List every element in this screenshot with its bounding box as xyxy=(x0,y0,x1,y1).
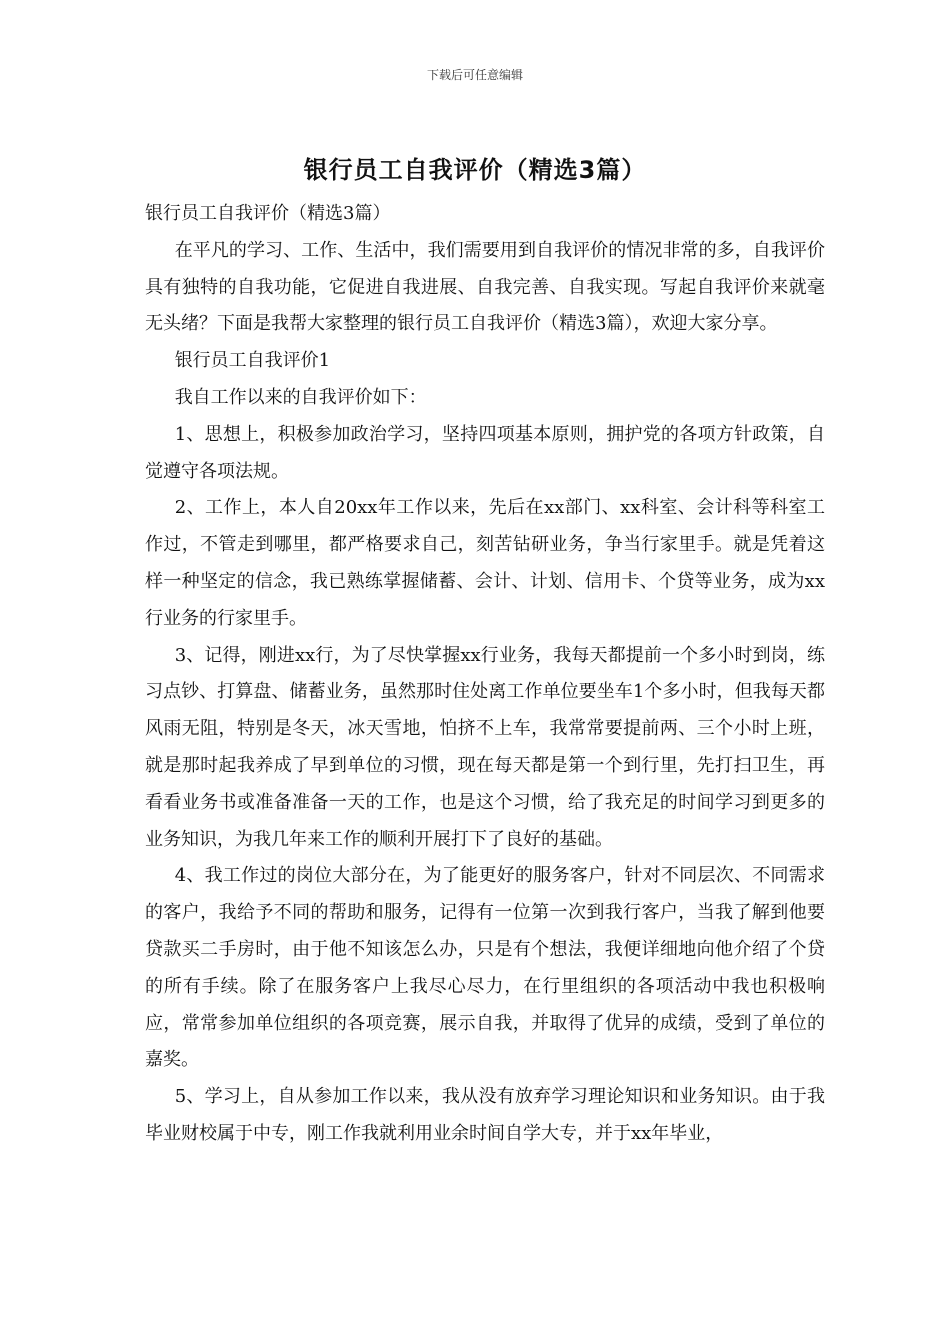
item-paragraph-1: 1、思想上，积极参加政治学习，坚持四项基本原则，拥护党的各项方针政策，自觉遵守各项法规。 xyxy=(145,423,825,482)
document-body xyxy=(145,196,825,1153)
item-paragraph-4: 4、我工作过的岗位大部分在，为了能更好的服务客户，针对不同层次、不同需求的客户，我给予不同的帮助和服务，记得有一位第一次到我行客户，当我了解到他要贷款买二手房时，由于他不知该怎么办，只是有个想法，我便详细地向他介绍了个贷的所有手续。除了在服务客户上我尽心尽力，在行里组织的各项活动中我也积极响应，常常参加单位组织的各项竞赛，展示自我，并取得了优异的成绩，受到了单位的嘉奖。 xyxy=(145,865,825,1071)
item-paragraph-5: 5、学习上，自从参加工作以来，我从没有放弃学习理论知识和业务知识。由于我毕业财校属于中专，刚工作我就利用业余时间自学大专，并于xx年毕业， xyxy=(145,1086,825,1144)
document-title: 银行员工自我评价（精选3篇） xyxy=(303,156,647,184)
item-paragraph-3: 3、记得，刚进xx行，为了尽快掌握xx行业务，我每天都提前一个多小时到岗，练习点钞、打算盘、储蓄业务，虽然那时住处离工作单位要坐车1个多小时，但我每天都风雨无阻，特别是冬天，冰天雪地，怕挤不上车，我常常要提前两、三个小时上班，就是那时起我养成了早到单位的习惯，现在每天都是第一个到行里，先打扫卫生，再看看业务书或准备准备一天的工作，也是这个习惯，给了我充足的时间学习到更多的业务知识，为我几年来工作的顺利开展打下了良好的基础。 xyxy=(145,644,825,850)
section-heading: 银行员工自我评价1 xyxy=(174,350,331,372)
subtitle-paragraph: 银行员工自我评价（精选3篇） xyxy=(145,203,391,224)
lead-paragraph: 我自工作以来的自我评价如下： xyxy=(174,386,427,408)
item-paragraph-2: 2、工作上，本人自20xx年工作以来，先后在xx部门、xx科室、会计科等科室工作过，不管走到哪里，都严格要求自己，刻苦钻研业务，争当行家里手。就是凭着这样一种坚定的信念，我已熟练掌握储蓄、会计、计划、信用卡、个贷等业务，成为xx行业务的行家里手。 xyxy=(145,497,825,629)
header-note: 下载后可任意编辑 xyxy=(426,68,523,82)
intro-paragraph: 在平凡的学习、工作、生活中，我们需要用到自我评价的情况非常的多，自我评价具有独特的自我功能，它促进自我进展、自我完善、自我实现。写起自我评价来就毫无头绪？下面是我帮大家整理的银行员工自我评价（精选3篇），欢迎大家分享。 xyxy=(145,239,825,335)
